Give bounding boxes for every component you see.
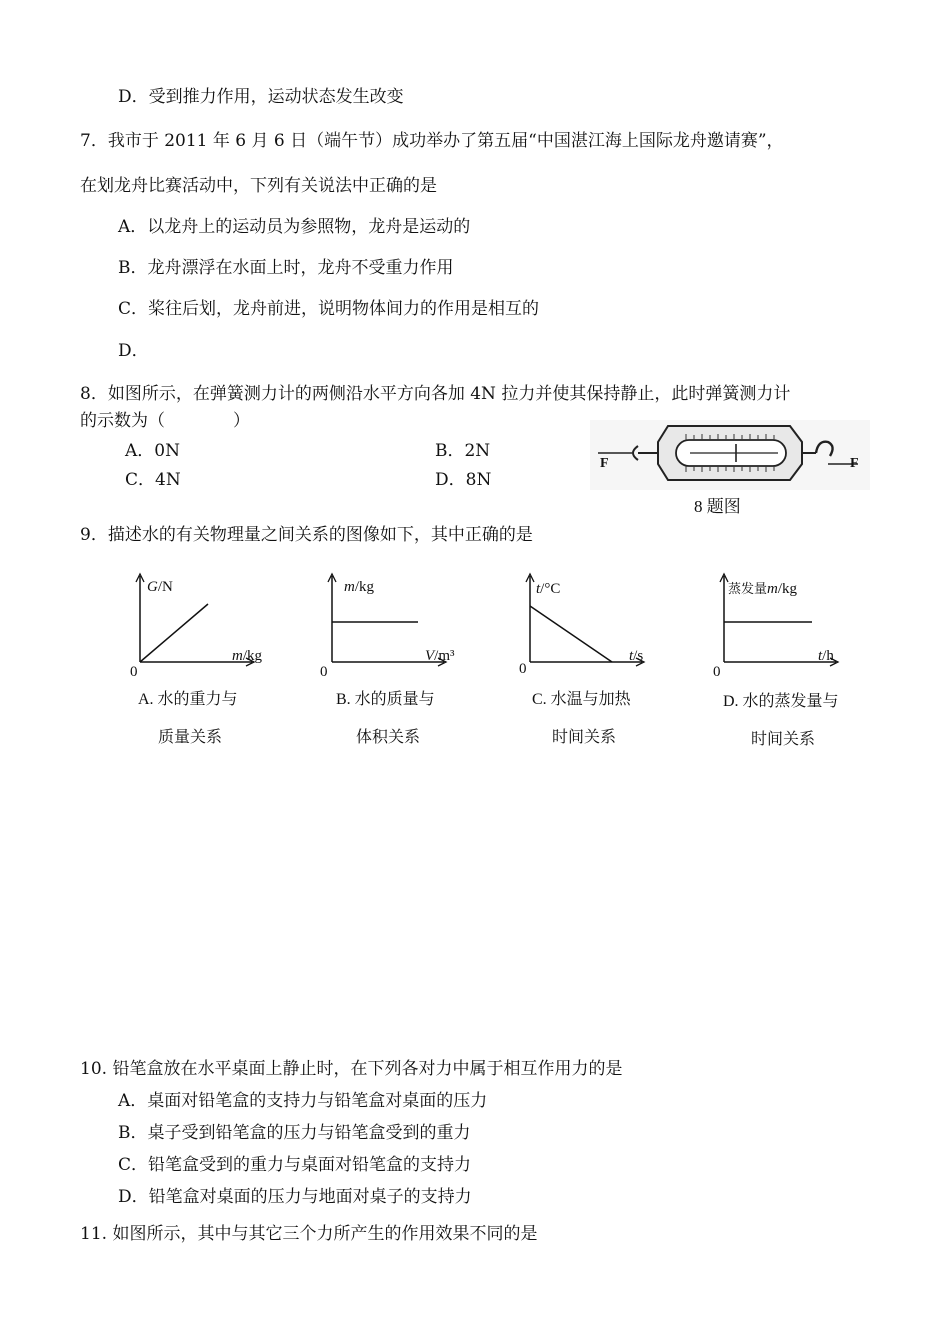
spring-scale-figure [590, 420, 870, 490]
graph-b-caption-line1: B. 水的质量与 [336, 691, 435, 708]
q10-stem: 10. 铅笔盒放在水平桌面上静止时，在下列各对力中属于相互作用力的是 [80, 1059, 623, 1079]
q8-figure-caption: 8 题图 [694, 497, 741, 516]
q8-option-d: D．8N [435, 470, 492, 490]
q7-option-c: C．桨往后划，龙舟前进，说明物体间力的作用是相互的 [118, 299, 540, 319]
q6-option-d: D．受到推力作用，运动状态发生改变 [118, 87, 404, 107]
graph-a-x-label: m/kg [232, 648, 263, 664]
q8-stem-line1: 8．如图所示，在弹簧测力计的两侧沿水平方向各加 4N 拉力并使其保持静止，此时弹簧测力计 [80, 384, 791, 404]
q10-option-b: B．桌子受到铅笔盒的压力与铅笔盒受到的重力 [118, 1123, 471, 1143]
q10-option-a: A．桌面对铅笔盒的支持力与铅笔盒对桌面的压力 [118, 1091, 488, 1111]
q11-stem: 11. 如图所示，其中与其它三个力所产生的作用效果不同的是 [80, 1224, 538, 1244]
q7-stem-line2: 在划龙舟比赛活动中，下列有关说法中正确的是 [80, 176, 437, 196]
q10-option-c: C．铅笔盒受到的重力与桌面对铅笔盒的支持力 [118, 1155, 472, 1175]
q8-option-c: C．4N [125, 470, 181, 490]
graph-c-origin: 0 [519, 661, 527, 677]
q8-stem-line2: 的示数为（ ） [80, 411, 250, 431]
q9-stem: 9．描述水的有关物理量之间关系的图像如下，其中正确的是 [80, 525, 533, 545]
force-label-left: F [600, 456, 609, 471]
q7-stem-line1: 7．我市于 2011 年 6 月 6 日（端午节）成功举办了第五届“中国湛江海上国际龙舟邀请赛”， [80, 131, 784, 151]
q10-option-d: D．铅笔盒对桌面的压力与地面对桌子的支持力 [118, 1187, 472, 1207]
graph-d-y-label: 蒸发量m/kg [728, 581, 798, 597]
graph-b-caption-line2: 体积关系 [356, 729, 421, 746]
graph-d-caption-line2: 时间关系 [751, 731, 816, 748]
q8-option-b: B．2N [435, 441, 491, 461]
graph-c-caption-line2: 时间关系 [552, 729, 617, 746]
graph-c-caption-line1: C. 水温与加热 [532, 691, 631, 708]
graph-b-origin: 0 [320, 664, 328, 680]
graph-d-caption-line1: D. 水的蒸发量与 [723, 693, 839, 710]
graph-b-x-label: V/m³ [425, 648, 455, 664]
graph-d-origin: 0 [713, 664, 721, 680]
graph-d-x-label: t/h [818, 648, 834, 664]
graph-b-y-label: m/kg [344, 579, 375, 595]
graph-a-caption-line2: 质量关系 [158, 729, 223, 746]
q8-option-a: A．0N [125, 441, 180, 461]
graph-a-caption-line1: A. 水的重力与 [138, 691, 238, 708]
graph-a-origin: 0 [130, 664, 138, 680]
graph-c-x-label: t/s [629, 648, 644, 664]
force-label-right: F [850, 456, 859, 471]
q7-option-a: A．以龙舟上的运动员为参照物，龙舟是运动的 [118, 217, 471, 237]
graph-a-y-label: G/N [147, 579, 173, 595]
q7-option-d: D． [118, 341, 149, 361]
q7-option-b: B．龙舟漂浮在水面上时，龙舟不受重力作用 [118, 258, 454, 278]
graph-c-y-label: t/°C [536, 581, 561, 597]
